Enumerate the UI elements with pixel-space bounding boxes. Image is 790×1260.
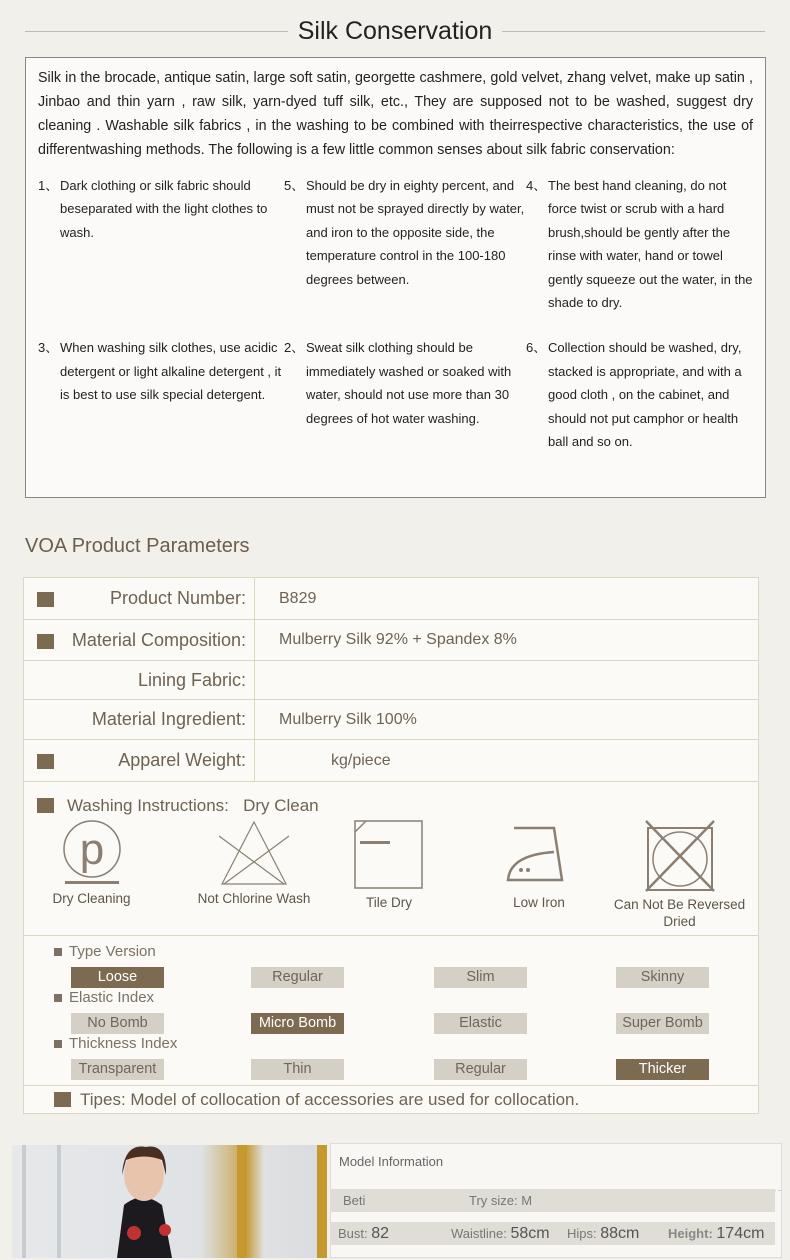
option-regular: Regular <box>251 967 344 988</box>
model-try-size: Try size: M <box>469 1193 533 1208</box>
conservation-box <box>25 57 766 498</box>
type-version-label: Type Version <box>54 943 156 960</box>
waist-value: 58cm <box>510 1225 550 1242</box>
option-thin: Thin <box>251 1059 344 1080</box>
model-info-title: Model Information <box>339 1154 444 1169</box>
care-no-tumble-dry <box>607 820 752 930</box>
row-value: Mulberry Silk 92% + Spandex 8% <box>279 631 517 648</box>
washing-value: Dry Clean <box>243 796 319 815</box>
conservation-tip <box>284 336 526 453</box>
option-super-bomb: Super Bomb <box>616 1013 709 1034</box>
divider <box>25 31 288 32</box>
model-name: Beti <box>343 1193 366 1208</box>
elastic-index-label: Elastic Index <box>54 989 154 1006</box>
option-transparent: Transparent <box>71 1059 164 1080</box>
height-label: Height: <box>668 1226 713 1241</box>
care-label: Tile Dry <box>366 895 412 910</box>
bullet-square <box>37 798 54 813</box>
washing-instructions <box>24 782 758 936</box>
tips-text: Tipes: Model of collocation of accessories are used for collocation. <box>80 1090 580 1109</box>
conservation-tip <box>38 336 284 453</box>
conservation-tip <box>284 174 526 314</box>
model-measurements-row <box>331 1222 775 1245</box>
tip-text: The best hand cleaning, do not force twist or scrub with a hard brush,should be gently after the rinse with water, hand or towel gently squeeze out the water, in the shade to dry. <box>548 178 753 311</box>
tip-text: Dark clothing or silk fabric should beseparated with the light clothes to wash. <box>60 178 268 240</box>
row-material-composition <box>24 620 758 661</box>
care-label: Dry Cleaning <box>52 891 131 906</box>
model-photo-illustration <box>12 1145 327 1258</box>
params-table <box>23 577 759 1114</box>
bust-label: Bust: <box>338 1226 368 1241</box>
tips-row <box>24 1086 758 1114</box>
tip-number: 3、 <box>38 340 59 356</box>
row-label: Product Number: <box>24 578 255 619</box>
conservation-tip <box>526 336 756 453</box>
svg-text:p: p <box>79 825 104 874</box>
model-name-row <box>331 1189 775 1212</box>
row-label: Lining Fabric: <box>24 661 255 699</box>
option-skinny: Skinny <box>616 967 709 988</box>
option-slim: Slim <box>434 967 527 988</box>
tips-grid <box>38 174 753 453</box>
intro-text: Silk in the brocade, antique satin, large soft satin, georgette cashmere, gold velvet, zhang velvet, make up satin , Jinbao and thin yarn , raw silk, yarn-dyed tuff silk, etc., They are supposed not to be washed, suggest dry cleaning . Washable silk fabrics , in the washing to be combined with theirrespective characteristics, the use of differentwashing methods. The following is a few little common senses about silk fabric conservation: <box>38 70 753 158</box>
conservation-tip <box>526 174 756 314</box>
row-label: Material Composition: <box>24 620 255 660</box>
care-label: Can Not Be Reversed Dried <box>613 897 746 929</box>
row-value: kg/piece <box>331 751 391 769</box>
height-value: 174cm <box>716 1225 765 1242</box>
bullet-square <box>37 754 54 769</box>
tip-text: Sweat silk clothing should be immediately washed or soaked with water, should not use more than 30 degrees of hot water washing. <box>306 340 512 426</box>
option-thicker: Thicker <box>616 1059 709 1080</box>
model-info-panel <box>330 1143 782 1258</box>
model-photo <box>12 1145 327 1258</box>
bullet-square <box>37 634 54 649</box>
hips <box>567 1222 639 1245</box>
care-dry-cleaning <box>39 820 144 907</box>
row-value: B829 <box>279 589 317 607</box>
thickness-index-label: Thickness Index <box>54 1035 177 1052</box>
bullet-square <box>37 592 54 607</box>
tip-text: When washing silk clothes, use acidic detergent or light alkaline detergent , it is best to use silk special detergent. <box>60 340 282 403</box>
flat-dry-icon <box>354 820 424 890</box>
washing-label: Washing Instructions: <box>67 796 229 815</box>
tip-text: Should be dry in eighty percent, and must not be sprayed directly by water, and iron to the opposite side, the temperature control in the 100-180 degrees between. <box>306 178 525 287</box>
waist-label: Waistline: <box>451 1226 507 1241</box>
fit-options <box>24 936 758 1086</box>
hips-label: Hips: <box>567 1226 597 1241</box>
waist <box>451 1222 550 1245</box>
option-micro-bomb: Micro Bomb <box>251 1013 344 1034</box>
dry-clean-p-icon <box>60 820 124 886</box>
care-low-iron <box>489 820 589 911</box>
bust <box>338 1222 389 1245</box>
row-label: Apparel Weight: <box>24 740 255 781</box>
no-tumble-dry-icon <box>643 820 717 892</box>
option-loose: Loose <box>71 967 164 988</box>
conservation-tip <box>38 174 284 314</box>
iron-one-dot-icon <box>504 820 574 890</box>
care-tile-dry <box>339 820 439 911</box>
row-value: Mulberry Silk 100% <box>279 710 417 728</box>
row-label: Material Ingredient: <box>24 700 255 739</box>
height <box>668 1222 764 1245</box>
row-lining-fabric <box>24 661 758 700</box>
row-material-ingredient <box>24 700 758 740</box>
row-apparel-weight <box>24 740 758 782</box>
bust-value: 82 <box>371 1225 390 1242</box>
option-no-bomb: No Bomb <box>71 1013 164 1034</box>
option-regular: Regular <box>434 1059 527 1080</box>
care-label: Not Chlorine Wash <box>197 891 311 906</box>
hips-value: 88cm <box>600 1225 640 1242</box>
option-elastic: Elastic <box>434 1013 527 1034</box>
conservation-title: Silk Conservation <box>297 16 493 45</box>
tip-number: 1、 <box>38 178 59 193</box>
care-label: Low Iron <box>513 895 565 910</box>
tip-number: 4、 <box>526 178 547 193</box>
tip-number: 2、 <box>284 340 305 356</box>
row-product-number <box>24 578 758 620</box>
tip-number: 5、 <box>284 178 305 193</box>
no-bleach-triangle-icon <box>219 820 289 886</box>
divider <box>502 31 765 32</box>
tip-number: 6、 <box>526 340 547 356</box>
bullet-square <box>54 1092 71 1107</box>
care-no-chlorine <box>184 820 324 907</box>
washing-header <box>67 796 319 816</box>
tip-text: Collection should be washed, dry, stacked is appropriate, and with a good cloth , on the cabinet, and should not put camphor or health ball and so on. <box>548 340 742 450</box>
section-title <box>25 14 765 48</box>
params-title: VOA Product Parameters <box>25 535 250 557</box>
